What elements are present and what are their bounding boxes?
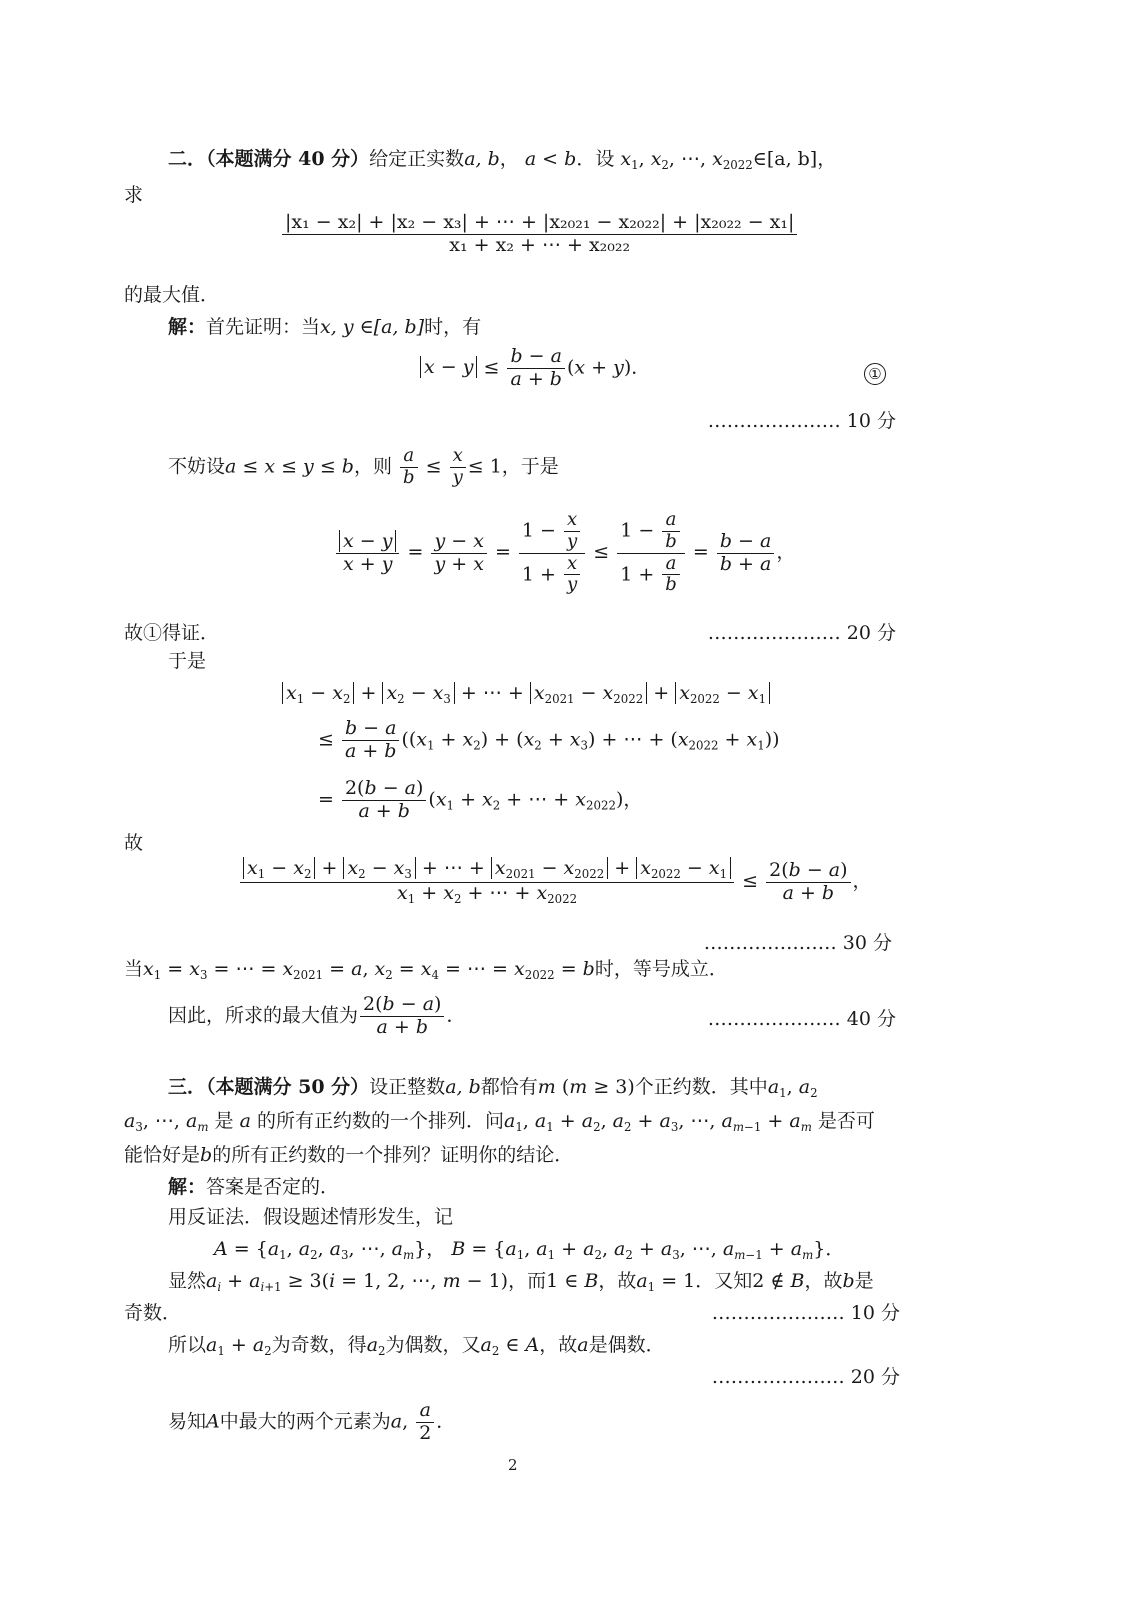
p3-answer: 答案是否定的． [206,1176,340,1198]
inequality-1: x − y ≤ $\frac{b - a}{a + b}$ (x + y)． [420,346,650,391]
conclusion-text: 因此，所求的最大值为 [168,1004,359,1027]
sum-line-3: = $\frac{2(b - a)}{a + b}$ ($x_1 + x_2$ + ⋯ + $x_{2022}$)， [318,777,643,822]
sum-line-1: $x_1 - x_2 + x_2 - x_3$ + ⋯ + $x_{2021} - x_{2022} + x_{2022} - x_1$ [282,682,770,706]
conclusion-line: 因此，所求的最大值为 $\frac{2(b - a)}{a + b}$ ． [168,993,466,1038]
solution-first-line [168,316,481,339]
solution-label: 解： [168,316,207,338]
assume-line: 不妨设a ≤ x ≤ y ≤ b，则 $\frac{a}{b}$ ≤ $\frac{x}{y}$ ≤ 1，于是 [168,445,559,488]
p3-intro-6: 是否可 [817,1110,875,1132]
equality-prefix: 当 [124,958,144,980]
p3-so-4: ，故 [539,1334,578,1356]
sum-line-2: ≤ $\frac{b - a}{a + b}$ ($(x_1 + x_2) + (x_2 + x_3)$ + ⋯ + $(x_{2022} + x_1)$) [318,717,780,762]
assume-cond: a ≤ x ≤ y ≤ b [225,455,354,478]
equality-line: 当$x_1 = x_3$ = ⋯ = $x_{2021} = a$, $x_2 = x_4$ = ⋯ = $x_{2022} = b$时，等号成立． [124,958,728,983]
problem2-ask-end: 的最大值． [124,284,220,306]
p3-so-5: 是偶数． [588,1334,665,1356]
hence-label: 故 [124,832,144,854]
final-inequality: $\frac{x_1 - x_2 + x_2 - x_3 + \cdots + x_{2021} - x_{2022} + x_{2022} - x_1}{x_1 + x_2 + \cdots + x_{2022}}$ ≤ $\frac{2(b - a)}{a + b}$ ， [238,858,872,906]
problem2-intro: 二．（本题满分 40 分）给定正实数a, b， a < b．设 $x_1$, $x_2$, ⋯, $x_{2022}\in[a$, b]， [168,148,837,173]
p3-so-3: 为偶数，又 [385,1334,481,1356]
p3-solution-label: 解： [168,1176,207,1198]
score-40-p2: ………………… 40 分 [707,1008,896,1030]
first-prove-end: 时，有 [424,316,482,338]
p3-obviously-3: ，故 [598,1270,637,1292]
target-numerator: |x₁ − x₂| + |x₂ − x₃| + ⋯ + |x₂₀₂₁ − x₂₀₂₂| + |x₂₀₂₂ − x₁| [282,212,797,235]
p3-intro-1: 设正整数 [369,1076,446,1098]
set-definitions: $A = \{a_1$, $a_2$, $a_3$, ⋯, $a_m$}， $B = \{a_1$, $a_1 + a_2$, $a_2 + a_3$, ⋯, $a_{m-1} + a_m$}． [214,1238,845,1263]
p3-intro-3: 个正约数．其中 [634,1076,768,1098]
p3-obviously-2: ，而 [508,1270,547,1292]
chain-inequality: $\frac{x - y}{x + y}$ = $\frac{y - x}{y + x}$ = 1 − $\frac{x}{y}$ 1 + $\frac{x}{y}$ ≤ 1 − $\frac{a}{b}$ 1 + $\frac{a}{b}$ = $\frac{b - a}{b + a}$ ， [334,510,795,596]
problem2-range: ∈[a, b] [752,148,818,170]
p3-intro-2: 都恰有 [480,1076,538,1098]
easy-line: 易知A中最大的两个元素为a, $\frac{a}{2}$ ． [168,1399,456,1444]
therefore-proved: 故①得证． [124,622,220,644]
assume-then: ，则 [353,455,392,478]
p3-answer-line [168,1176,339,1199]
score-10-p2: ………………… 10 分 [707,410,896,432]
target-expression [280,211,795,257]
p3-intro-4: 是 [214,1110,234,1132]
circle-one-icon: ① [864,363,886,385]
first-prove-cond: x, y ∈[a, b] [320,316,425,338]
p3-intro-5: 的所有正约数的一个排列．问 [256,1110,504,1132]
score-30-p2: ………………… 30 分 [703,932,892,954]
p3-obviously: 显然 [168,1270,207,1292]
p3-contradiction: 用反证法．假设题述情形发生，记 [168,1206,454,1228]
equality-text: 时，等号成立． [594,958,728,980]
p3-line3: 能恰好是 [124,1144,201,1166]
assume-le1: ≤ 1，于是 [467,455,559,478]
problem3-heading: 三．（本题满分 50 分） [168,1076,370,1098]
problem3-line2: $a_3$, ⋯, $a_m$ 是 a 的所有正约数的一个排列．问$a_1$, $a_1 + a_2$, $a_2 + a_3$, ⋯, $a_{m-1} + a_m$ 是否可 [124,1110,875,1135]
p3-obviously-5: ，故 [804,1270,843,1292]
obviously-line: 显然$a_i + a_{i+1} \ge 3(i = 1$, 2, ⋯, m − 1)，而1 ∈ B，故$a_1 = 1$．又知2 ∉ B，故b是 [168,1270,874,1295]
problem2-vars: a, b [464,148,500,170]
page-number: 2 [508,1456,518,1474]
score-20-p2: ………………… 20 分 [707,622,896,644]
target-denominator: x₁ + x₂ + ⋯ + x₂₀₂₂ [449,233,631,256]
p3-so-2: 为奇数，得 [271,1334,367,1356]
assume-text: 不妨设 [168,455,226,478]
so-line-p3: 所以$a_1 + a_2$为奇数，得$a_2$为偶数，又$a_2$ ∈ A，故a是偶数． [168,1334,665,1359]
equation-marker-1 [864,362,886,385]
problem3-line1: 三．（本题满分 50 分）设正整数a, b都恰有m (m ≥ 3)个正约数．其中$a_1$, $a_2$ [168,1076,818,1101]
score-20-p3: ………………… 20 分 [711,1366,900,1388]
p3-obviously-4: ．又知 [695,1270,753,1292]
p3-obviously-6: 是 [854,1270,874,1292]
problem2-set-label: 设 [595,148,615,170]
p3-easy: 易知 [168,1410,207,1433]
p3-easy-2: 中最大的两个元素为 [219,1410,391,1433]
problem2-intro-text: 给定正实数 [369,148,465,170]
problem2-cond: a < b [524,148,577,170]
problem2-heading: 二．（本题满分 40 分） [168,148,370,170]
p3-odd: 奇数． [124,1302,182,1324]
p3-so: 所以 [168,1334,207,1356]
p3-line3-b: 的所有正约数的一个排列？证明你的结论． [212,1144,574,1166]
first-prove-text: 首先证明：当 [206,316,321,338]
score-10-p3: ………………… 10 分 [711,1302,900,1324]
problem2-ask: 求 [124,184,144,206]
so-label: 于是 [168,650,207,672]
problem3-line3: 能恰好是b的所有正约数的一个排列？证明你的结论． [124,1144,574,1166]
